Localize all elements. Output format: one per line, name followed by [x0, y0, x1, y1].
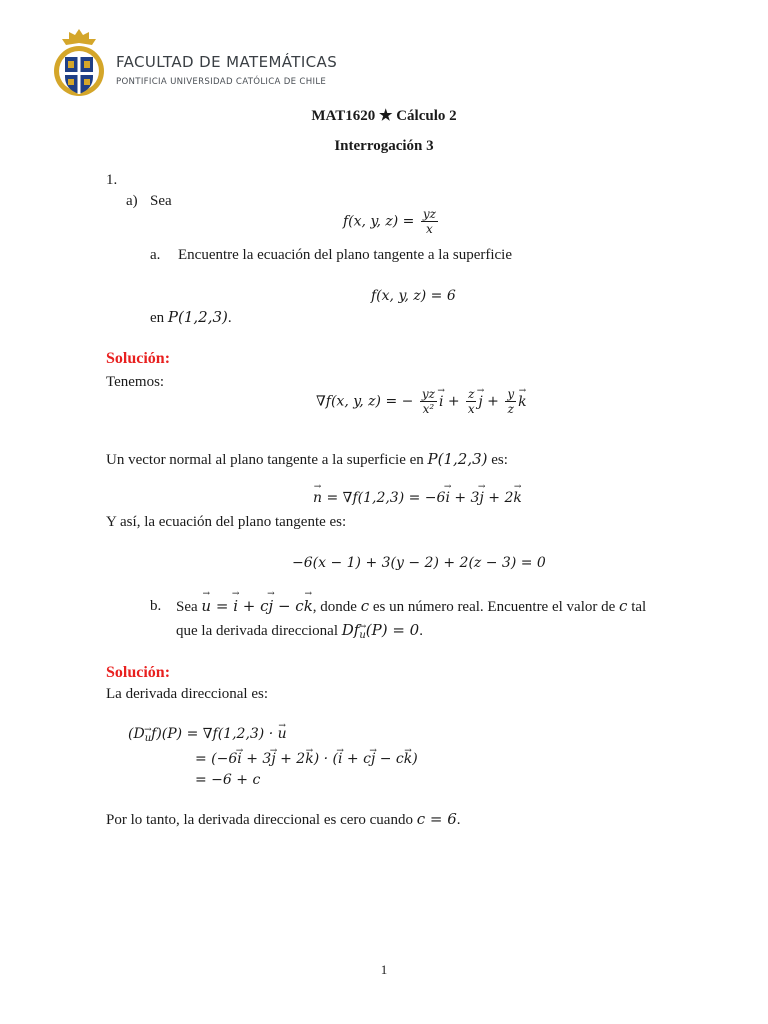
university-seal-logo	[52, 27, 106, 99]
point-p-2: P(1,2,3)	[427, 450, 488, 468]
item-b-donde: , donde	[312, 599, 357, 615]
point-line: en P(1,2,3).	[150, 308, 232, 326]
problem-number: 1.	[106, 172, 118, 188]
part-a-label: a)	[126, 193, 138, 209]
deriv-intro-text: La derivada direccional es:	[106, 686, 268, 702]
item-a-text: Encuentre la ecuación del plano tangente a la superficie	[178, 247, 512, 263]
item-b-line2: que la derivada direccional	[176, 623, 338, 639]
item-a-label: a.	[150, 247, 161, 263]
directional-derivative-derivation	[128, 724, 418, 791]
function-definition: f(x, y, z) = $\frac{yz}{x}$	[343, 207, 436, 236]
item-b-line-2: que la derivada direccional Dfu →(P) = 0.	[176, 621, 423, 641]
es-text: es:	[491, 452, 508, 468]
derivation-line-3: = −6 + c	[195, 772, 261, 788]
faculty-subtitle: PONTIFICIA UNIVERSIDAD CATÓLICA DE CHILE	[116, 77, 327, 87]
item-b-label: b.	[150, 598, 162, 614]
derivation-line-1: (Du →f)(P) = ∇f(1,2,3) · u →	[128, 724, 418, 749]
solution-label-1: Solución:	[106, 350, 171, 367]
solution-label-2: Solución:	[106, 664, 171, 681]
item-b-tal: tal	[631, 599, 647, 615]
item-b-line-1: Sea u → = i → + cj → − ck →, donde c es un número real. Encuentre el valor de c tal	[176, 597, 646, 616]
en-text: en	[150, 310, 165, 326]
exam-title: Interrogación 3	[334, 138, 434, 154]
course-title: MAT1620 ★ Cálculo 2	[311, 108, 457, 124]
conclusion-sentence: Por lo tanto, la derivada direccional es cero cuando c = 6.	[106, 810, 461, 828]
derivation-line-2: = (−6i → + 3j → + 2k →) · (i → + cj → − ck →)	[128, 749, 418, 770]
y-asi-text: Y así, la ecuación del plano tangente es:	[106, 514, 347, 530]
normal-vector-sentence	[106, 450, 508, 469]
level-surface-equation: f(x, y, z) = 6	[371, 288, 456, 304]
point-p: P(1,2,3)	[167, 308, 228, 326]
gradient-equation: ∇f(x, y, z) = − $\frac{yz}{\text{x²}}$ i → + $\frac{z}{x}$ j → + $\frac{y}{z}$ k →	[316, 388, 527, 415]
conclusion-text: Por lo tanto, la derivada direccional es cero cuando	[106, 812, 413, 828]
normal-vector-equation: n → = ∇f(1,2,3) = −6i → + 3j → + 2k →	[313, 490, 522, 506]
page-number: 1	[380, 962, 388, 977]
faculty-title: FACULTAD DE MATEMÁTICAS	[116, 53, 338, 71]
normal-text: Un vector normal al plano tangente a la superficie en	[106, 452, 424, 468]
item-b-sea: Sea	[176, 599, 198, 615]
tangent-plane-equation: −6(x − 1) + 3(y − 2) + 2(z − 3) = 0	[292, 555, 546, 571]
part-a-sea: Sea	[150, 193, 172, 209]
tenemos-text: Tenemos:	[106, 374, 165, 390]
item-b-rest: es un número real. Encuentre el valor de	[372, 599, 616, 615]
conclusion-equation: c = 6	[416, 810, 457, 828]
